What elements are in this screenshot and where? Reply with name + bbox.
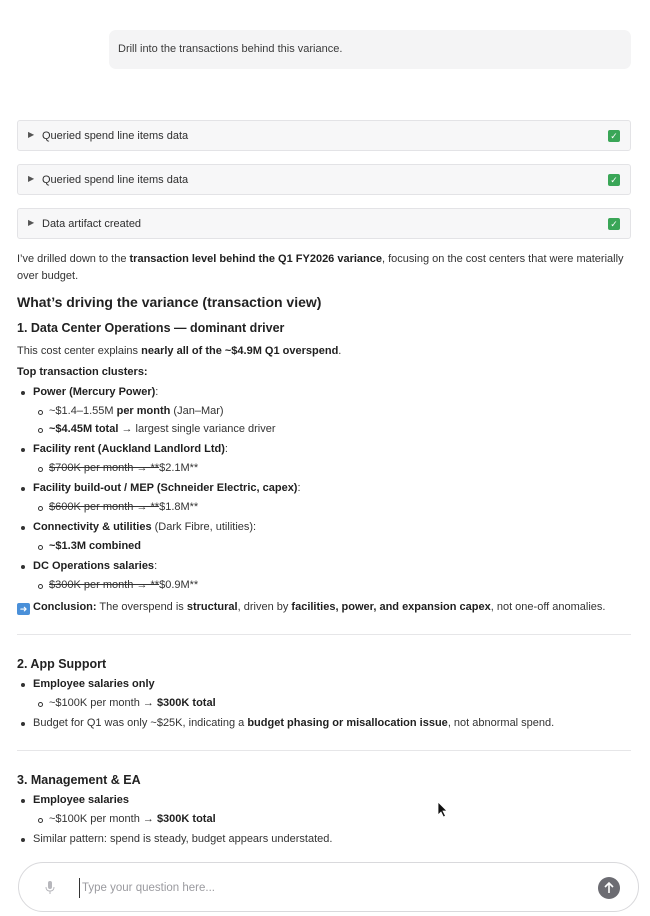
sub-list (33, 577, 631, 594)
tool-step-label: Data artifact created (42, 218, 142, 230)
sub-item (33, 695, 631, 712)
list-item (17, 676, 631, 712)
item-title: Facility build-out / MEP (Schneider Electric, capex) (33, 482, 298, 494)
sub-item (33, 577, 631, 594)
divider (17, 750, 631, 751)
section-2-title: 2. App Support (17, 657, 107, 671)
clusters-label (17, 364, 631, 381)
triangle-right-icon: ▶ (28, 218, 35, 227)
list-item (17, 519, 631, 555)
sub-text: (Jan–Mar) (170, 405, 224, 417)
sub-emphasis: per month (116, 405, 171, 417)
conclusion-emphasis: structural (186, 601, 238, 613)
triangle-right-icon: ▶ (28, 174, 35, 183)
sub-text: ~$1.4–1.55M (49, 405, 117, 417)
conclusion-text: , driven by (237, 601, 292, 613)
intro-text: , focusing on the cost centers that were materially over budget. (17, 253, 624, 282)
sub-list (33, 538, 631, 555)
list-item: Facility rent (Auckland Landlord Ltd): $700K per month → **$2.1M** (17, 441, 631, 477)
list-item: Facility build-out / MEP (Schneider Electric, capex): $600K per month → **$1.8M** (17, 480, 631, 516)
cluster-list (17, 384, 631, 594)
section-3-title: 3. Management & EA (17, 773, 141, 787)
sub-item (33, 421, 631, 438)
question-input[interactable] (79, 878, 589, 898)
assistant-response (17, 251, 631, 848)
list-item (17, 715, 631, 732)
clusters-label-text: Top transaction clusters: (17, 366, 148, 378)
struck-text: $300K per month → ** (49, 579, 160, 591)
triangle-right-icon: ▶ (28, 130, 35, 139)
sub-emphasis: $300K total (156, 697, 216, 709)
conclusion-text: , not one-off anomalies. (490, 601, 606, 613)
tool-step-label: Queried spend line items data (42, 130, 189, 142)
sub-text: $0.9M** (159, 579, 199, 591)
item-title: Power (Mercury Power) (33, 386, 156, 398)
list-item (17, 831, 631, 848)
check-icon: ✓ (608, 218, 620, 230)
microphone-icon[interactable] (45, 881, 55, 895)
sub-text: ~$100K per month → (49, 697, 157, 709)
item-title: Employee salaries (33, 794, 130, 806)
check-icon: ✓ (608, 174, 620, 186)
arrow-up-icon (598, 877, 620, 899)
intro-paragraph (17, 251, 631, 285)
sub-text: ~$100K per month → (49, 813, 157, 825)
item-title: Employee salaries only (33, 678, 155, 690)
summary-text: This cost center explains (17, 345, 142, 357)
item-title: Connectivity & utilities (33, 521, 152, 533)
section-1-title: 1. Data Center Operations — dominant driver (17, 321, 285, 335)
struck-text: $700K per month → ** (49, 462, 160, 474)
sub-list (33, 460, 631, 477)
conclusion-emphasis: facilities, power, and expansion capex (291, 601, 491, 613)
conclusion-label: Conclusion: (33, 601, 97, 613)
sub-list (33, 811, 631, 828)
list-item: DC Operations salaries: $300K per month → **$0.9M** (17, 558, 631, 594)
chat-input-bar (18, 862, 639, 912)
struck-text: $600K per month → ** (49, 501, 160, 513)
item-detail: (Dark Fibre, utilities): (151, 521, 257, 533)
summary-emphasis: nearly all of the ~$4.9M Q1 overspend (141, 345, 339, 357)
sub-text: → largest single variance driver (118, 423, 276, 435)
sub-emphasis: $300K total (156, 813, 216, 825)
section-2-list (17, 676, 631, 732)
mouse-pointer-icon (437, 801, 449, 818)
section-3-list (17, 792, 631, 848)
divider (17, 634, 631, 635)
check-icon: ✓ (608, 130, 620, 142)
sub-list (33, 695, 631, 712)
sub-item (33, 460, 631, 477)
item-text: , not abnormal spend. (447, 717, 555, 729)
summary-text: . (338, 345, 342, 357)
conclusion-text: The overspend is (96, 601, 187, 613)
sub-item (33, 538, 631, 555)
tool-step-label: Queried spend line items data (42, 174, 189, 186)
sub-text: $1.8M** (159, 501, 199, 513)
sub-list (33, 403, 631, 438)
item-emphasis: budget phasing or misallocation issue (247, 717, 448, 729)
item-title: DC Operations salaries (33, 560, 155, 572)
sub-emphasis: ~$1.3M combined (49, 540, 142, 552)
intro-text: I’ve drilled down to the (17, 253, 130, 265)
list-item: Power (Mercury Power): ~$1.4–1.55M per month (Jan–Mar) ~$4.45M total → largest single variance driver (17, 384, 631, 438)
sub-emphasis: ~$4.45M total (49, 423, 119, 435)
intro-emphasis: transaction level behind the Q1 FY2026 variance (129, 253, 383, 265)
send-button[interactable] (598, 877, 620, 899)
conclusion (17, 599, 631, 616)
item-title: Facility rent (Auckland Landlord Ltd) (33, 443, 225, 455)
sub-item (33, 811, 631, 828)
main-heading: What’s driving the variance (transaction view) (17, 294, 322, 310)
list-item (17, 792, 631, 828)
user-message-bubble: Drill into the transactions behind this variance. (109, 30, 631, 69)
section-1-summary (17, 343, 631, 360)
tool-step-2[interactable] (17, 164, 631, 195)
sub-text: $2.1M** (159, 462, 199, 474)
sub-list (33, 499, 631, 516)
tool-step-3[interactable] (17, 208, 631, 239)
arrow-right-icon: ➜ (17, 603, 30, 615)
item-text: Similar pattern: spend is steady, budget appears understated. (33, 833, 333, 845)
sub-item (33, 499, 631, 516)
item-text: Budget for Q1 was only ~$25K, indicating a (33, 717, 248, 729)
tool-step-1[interactable] (17, 120, 631, 151)
sub-item (33, 403, 631, 420)
